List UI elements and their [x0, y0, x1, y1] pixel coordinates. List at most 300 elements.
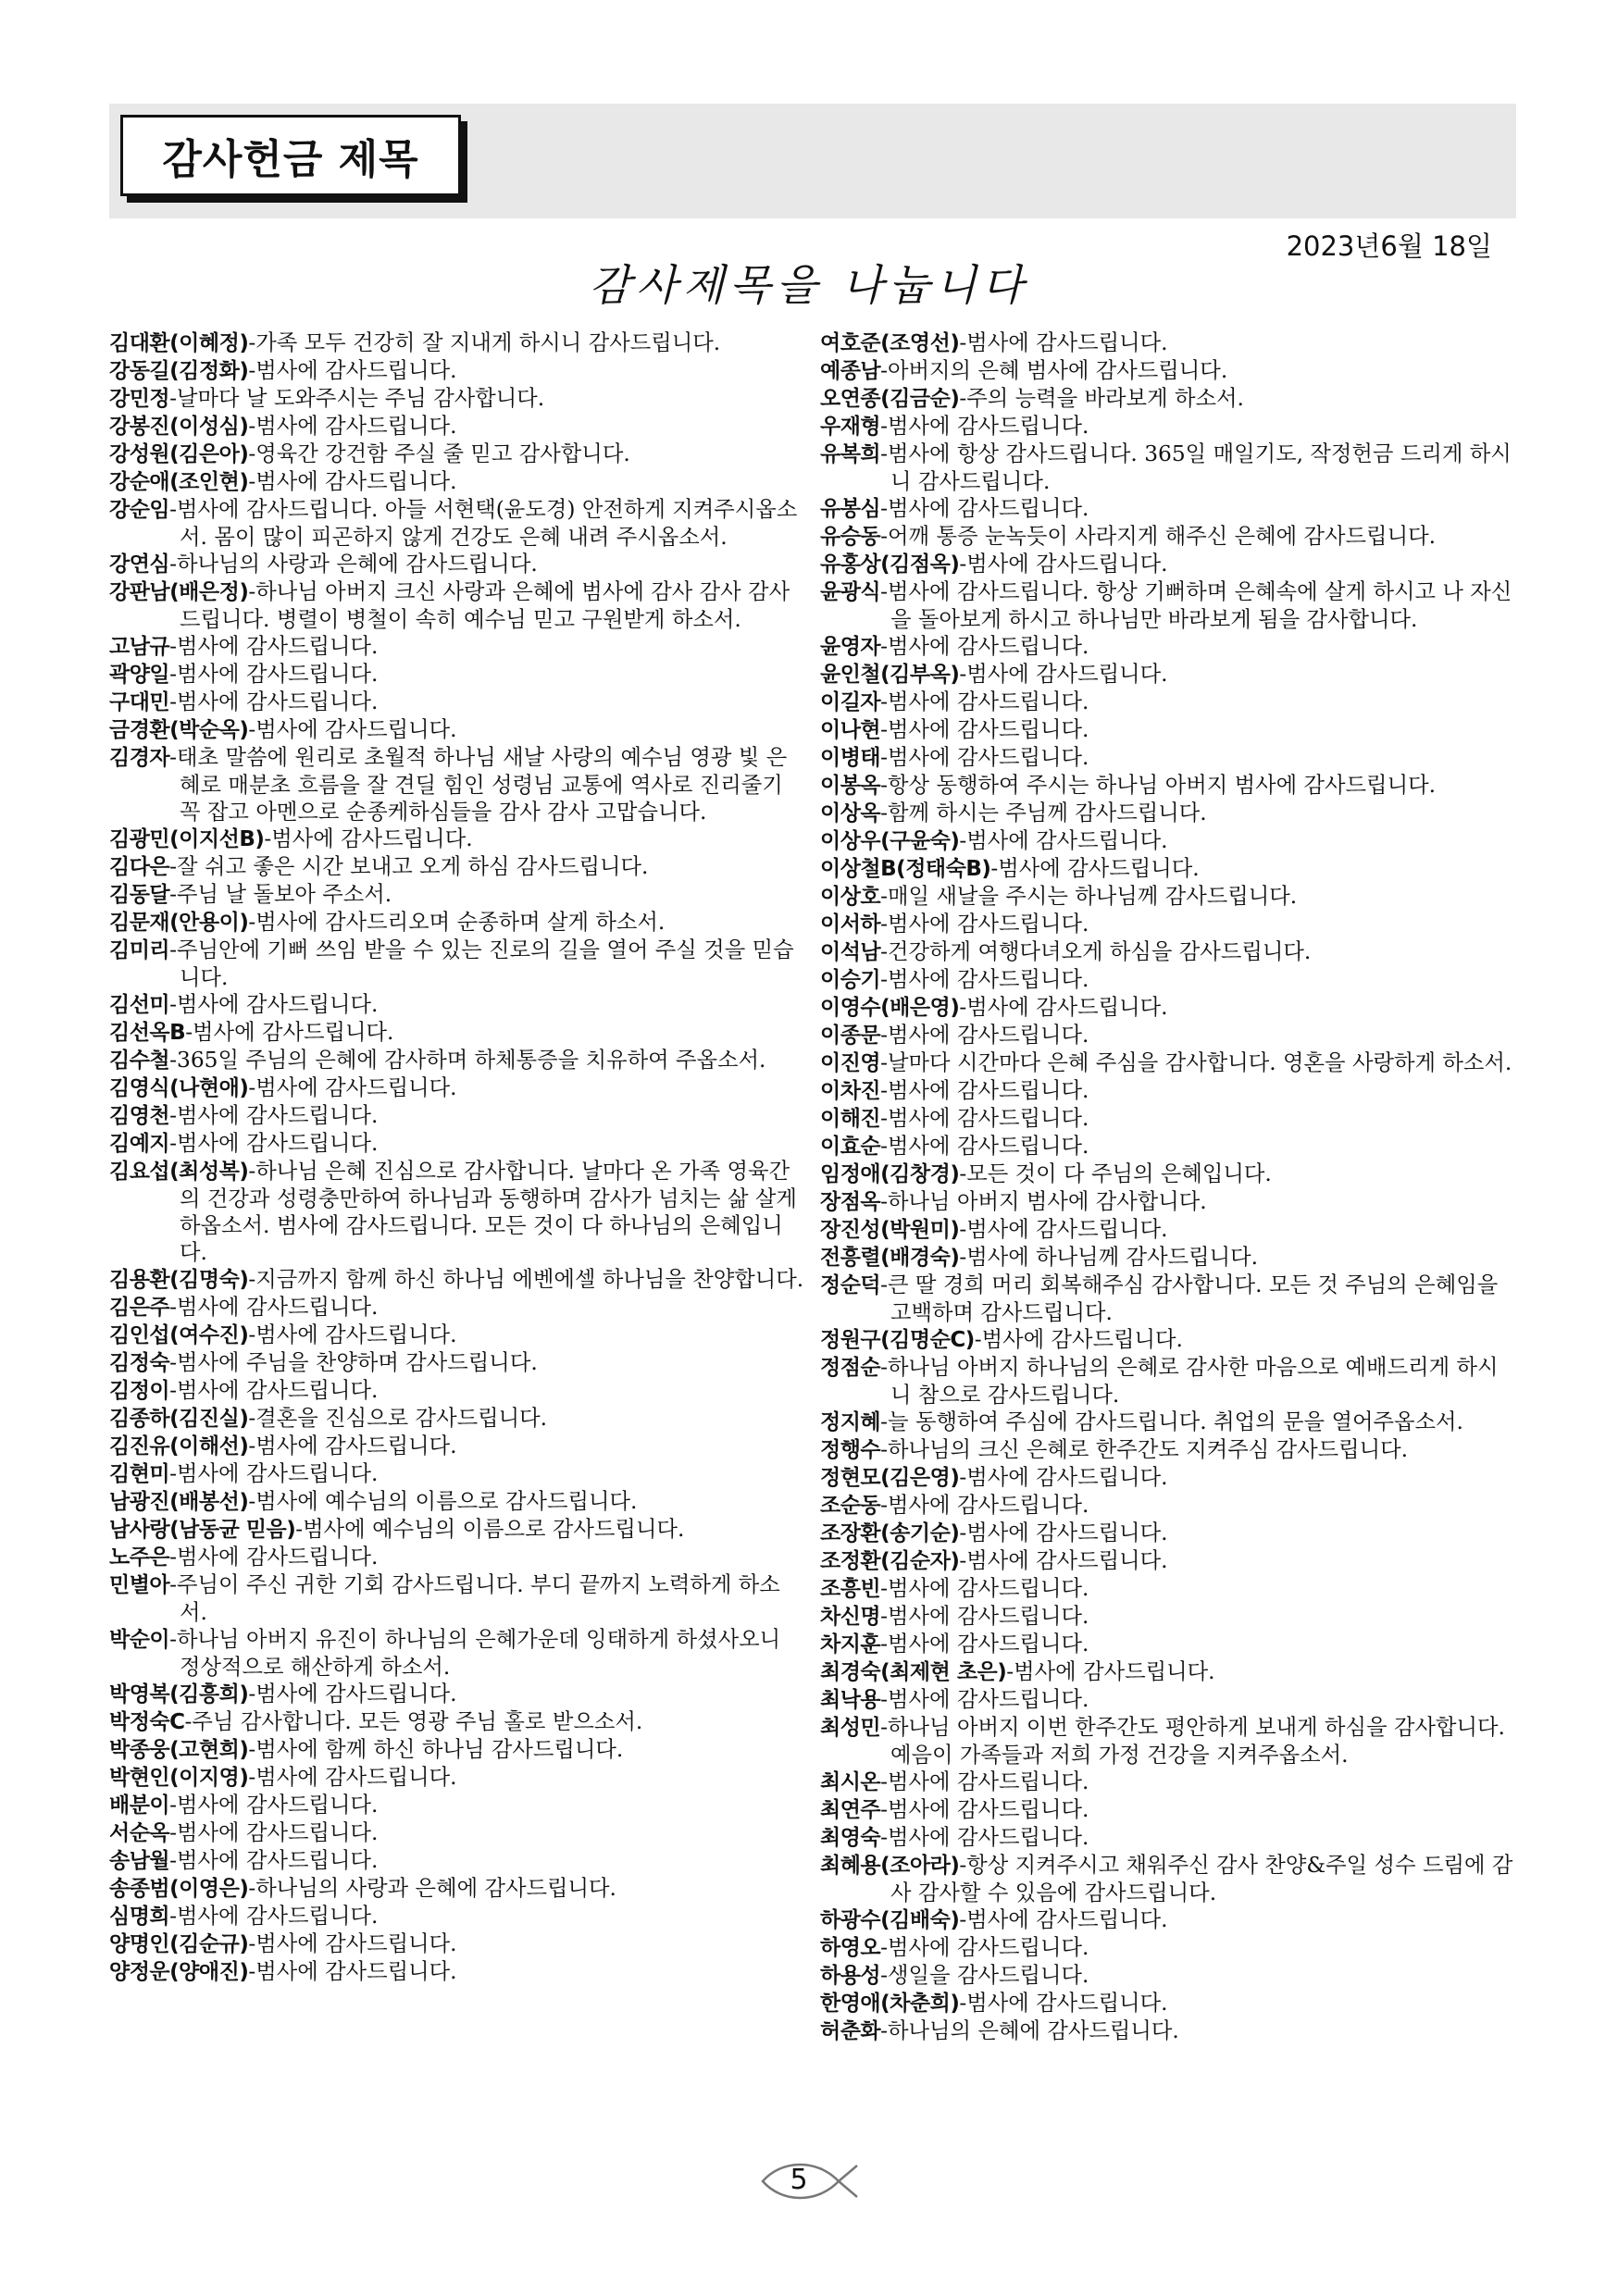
thanks-entry	[820, 883, 1516, 911]
donor-name: 정현모(김은영)	[820, 1466, 960, 1490]
donor-name: 이봉옥	[820, 774, 881, 798]
donor-name: 정행수	[820, 1438, 881, 1462]
donor-name: 김경자	[109, 746, 170, 770]
thanks-text: -범사에 감사드립니다.	[248, 469, 457, 494]
donor-name: 강연심	[109, 552, 170, 577]
thanks-entry	[820, 551, 1516, 578]
donor-name: 배분이	[109, 1793, 170, 1818]
donor-name: 허춘화	[820, 2019, 881, 2043]
donor-name: 하영오	[820, 1936, 881, 1960]
section-subtitle: 감사제목을 나눕니다	[589, 260, 1029, 310]
donor-name: 박순이	[109, 1628, 170, 1652]
thanks-text: -잘 쉬고 좋은 시간 보내고 오게 하심 감사드립니다.	[169, 854, 649, 879]
thanks-text: -범사에 감사드립니다.	[880, 717, 1089, 742]
thanks-entry	[109, 1544, 805, 1571]
donor-name: 이차진	[820, 1079, 881, 1103]
donor-name: 이해진	[820, 1107, 881, 1131]
donor-name: 최혜용(조아라)	[820, 1854, 960, 1878]
donor-name: 김동달	[109, 883, 170, 907]
thanks-text: -범사에 감사드립니다. 아들 서현택(윤도경) 안전하게 지켜주시옵소서. 몸이 많이 피곤하지 않게 건강도 은혜 내려 주시옵소서.	[169, 497, 798, 550]
thanks-entry	[109, 496, 805, 551]
thanks-text: -날마다 날 도와주시는 주님 감사합니다.	[169, 386, 545, 411]
thanks-entry	[109, 853, 805, 881]
thanks-text: -범사에 감사드립니다.	[959, 330, 1168, 355]
thanks-text: -하나님 아버지 범사에 감사합니다.	[880, 1189, 1207, 1214]
donor-name: 조흥빈	[820, 1577, 881, 1601]
donor-name: 조장환(송기순)	[820, 1521, 960, 1545]
thanks-text: -범사에 감사드립니다.	[169, 1545, 379, 1570]
donor-name: 우재형	[820, 415, 881, 439]
thanks-entry	[109, 881, 805, 909]
thanks-text: -범사에 감사드립니다.	[990, 856, 1200, 881]
donor-name: 남사랑(남동균 믿음)	[109, 1518, 296, 1542]
thanks-text: -범사에 감사드립니다.	[169, 1793, 379, 1818]
thanks-entry	[820, 1769, 1516, 1796]
thanks-entry	[109, 937, 805, 991]
thanks-text: -하나님의 사랑과 은혜에 감사드립니다.	[169, 552, 538, 577]
thanks-text: -범사에 감사드립니다.	[880, 689, 1089, 714]
donor-name: 하광수(김배숙)	[820, 1908, 960, 1932]
thanks-text: -범사에 감사드립니다.	[959, 1217, 1168, 1242]
thanks-text: -범사에 예수님의 이름으로 감사드립니다.	[295, 1517, 685, 1542]
thanks-text: -범사에 감사드립니다.	[169, 1378, 379, 1403]
thanks-text: -지금까지 함께 하신 하나님 에벤에셀 하나님을 찬양합니다.	[248, 1267, 804, 1292]
donor-name: 강봉진(이성심)	[109, 415, 249, 439]
bulletin-date: 2023년6월 18일	[1286, 230, 1492, 262]
donor-name: 김대환(이혜정)	[109, 331, 249, 355]
donor-name: 전흥렬(배경숙)	[820, 1246, 960, 1270]
thanks-entry	[109, 1047, 805, 1074]
thanks-entry	[109, 909, 805, 937]
thanks-text: -아버지의 은혜 범사에 감사드립니다.	[880, 358, 1228, 383]
donor-name: 유봉심	[820, 497, 881, 521]
page-number-badge	[759, 2156, 861, 2206]
thanks-text: -범사에 감사드립니다.	[185, 1020, 394, 1045]
thanks-text: -범사에 감사드립니다.	[880, 496, 1089, 521]
thanks-entry	[820, 1603, 1516, 1631]
donor-name: 김수철	[109, 1049, 170, 1073]
thanks-entry	[820, 689, 1516, 716]
thanks-entry	[820, 1934, 1516, 1962]
donor-name: 임정애(김창경)	[820, 1162, 960, 1186]
thanks-entry	[109, 744, 805, 825]
thanks-entry	[109, 1433, 805, 1460]
thanks-entry	[109, 1019, 805, 1047]
donor-name: 이서하	[820, 912, 881, 937]
thanks-entry	[109, 357, 805, 385]
donor-name: 이진영	[820, 1051, 881, 1075]
donor-name: 이상옥	[820, 801, 881, 825]
thanks-entry	[820, 1216, 1516, 1244]
thanks-entry	[820, 1022, 1516, 1049]
thanks-entry	[109, 1405, 805, 1433]
donor-name: 김종하(김진실)	[109, 1407, 249, 1431]
thanks-text: -범사에 감사드립니다.	[248, 1959, 457, 1984]
thanks-entry	[109, 1819, 805, 1847]
thanks-entry	[109, 1958, 805, 1986]
thanks-entry	[820, 966, 1516, 994]
thanks-entry	[820, 994, 1516, 1022]
thanks-entry	[820, 827, 1516, 855]
donor-name: 최영숙	[820, 1826, 881, 1850]
donor-name: 김은주	[109, 1296, 170, 1320]
donor-name: 서순옥	[109, 1821, 170, 1845]
thanks-entry	[109, 1903, 805, 1930]
donor-name: 유복희	[820, 442, 881, 466]
thanks-text: -범사에 감사드립니다.	[1006, 1659, 1215, 1684]
thanks-text: -범사에 감사드립니다.	[248, 414, 457, 439]
donor-name: 이상철B(정태숙B)	[820, 857, 991, 881]
donor-name: 김광민(이지선B)	[109, 827, 265, 851]
thanks-entry	[820, 1575, 1516, 1603]
thanks-entry	[109, 1266, 805, 1294]
thanks-text: -날마다 시간마다 은혜 주심을 감사합니다. 영혼을 사랑하게 하소서.	[880, 1050, 1512, 1075]
thanks-entry	[109, 441, 805, 468]
thanks-text: -범사에 감사드립니다.	[169, 1820, 379, 1845]
thanks-entry	[820, 1049, 1516, 1077]
thanks-entry	[109, 825, 805, 853]
thanks-entry	[820, 1272, 1516, 1326]
thanks-text: -범사에 주님을 찬양하며 감사드립니다.	[169, 1350, 538, 1375]
thanks-entry	[109, 991, 805, 1019]
thanks-entry	[109, 1875, 805, 1903]
donor-name: 노주은	[109, 1545, 170, 1570]
thanks-entry	[109, 1792, 805, 1819]
donor-name: 최낙용	[820, 1688, 881, 1712]
thanks-entry	[820, 1796, 1516, 1824]
thanks-entry	[109, 1736, 805, 1764]
donor-name: 김영식(나현애)	[109, 1076, 249, 1100]
donor-name: 금경환(박순옥)	[109, 718, 249, 742]
thanks-entry	[820, 1852, 1516, 1906]
donor-name: 이상우(구윤숙)	[820, 829, 960, 853]
thanks-text: -범사에 감사드립니다.	[169, 1904, 379, 1929]
thanks-entry	[820, 441, 1516, 495]
thanks-text: -주님 감사합니다. 모든 영광 주님 홀로 받으소서.	[184, 1709, 643, 1734]
donor-name: 장진성(박원미)	[820, 1218, 960, 1242]
thanks-entry	[109, 1294, 805, 1322]
donor-name: 조정환(김순자)	[820, 1549, 960, 1573]
thanks-text: -범사에 감사드립니다.	[880, 745, 1089, 770]
thanks-entry	[109, 329, 805, 357]
thanks-entry	[109, 1708, 805, 1736]
thanks-entry	[820, 772, 1516, 800]
thanks-entry	[109, 1349, 805, 1377]
donor-name: 송남월	[109, 1849, 170, 1873]
thanks-entry	[820, 661, 1516, 689]
donor-name: 김선미	[109, 993, 170, 1017]
thanks-text: -어깨 통증 눈녹듯이 사라지게 해주신 은혜에 감사드립니다.	[880, 524, 1436, 549]
thanks-text: -범사에 감사드립니다.	[880, 1687, 1089, 1712]
donor-name: 김용환(김명숙)	[109, 1268, 249, 1292]
donor-name: 이상호	[820, 885, 881, 909]
donor-name: 곽양일	[109, 663, 170, 687]
donor-name: 김문재(안용이)	[109, 911, 249, 935]
thanks-text: -범사에 감사드립니다.	[264, 826, 473, 851]
thanks-text: -가족 모두 건강히 잘 지내게 하시니 감사드립니다.	[248, 330, 721, 355]
donor-name: 유승동	[820, 525, 881, 549]
thanks-text: -범사에 감사드립니다.	[248, 1075, 457, 1100]
donor-name: 윤인철(김부옥)	[820, 663, 960, 687]
donor-name: 윤영자	[820, 635, 881, 659]
thanks-text: -범사에 예수님의 이름으로 감사드립니다.	[248, 1489, 638, 1514]
thanks-text: -주님안에 기뻐 쓰임 받을 수 있는 진로의 길을 열어 주실 것을 믿습니다.	[169, 937, 794, 990]
thanks-entry	[820, 578, 1516, 633]
donor-name: 강민정	[109, 387, 170, 411]
thanks-text: -영육간 강건함 주실 줄 믿고 감사합니다.	[248, 441, 630, 466]
thanks-text: -주님이 주신 귀한 기회 감사드립니다. 부디 끝까지 노력하게 하소서.	[169, 1572, 780, 1625]
thanks-text: -범사에 감사드립니다.	[169, 1848, 379, 1873]
thanks-text: -범사에 감사드립니다.	[880, 1604, 1089, 1629]
thanks-entry	[109, 1516, 805, 1544]
thanks-text: -모든 것이 다 주님의 은혜입니다.	[959, 1161, 1272, 1186]
thanks-entry	[820, 1354, 1516, 1409]
thanks-text: -하나님 아버지 유진이 하나님의 은혜가운데 잉태하게 하셨사오니 정상적으로 해산하게 하소서.	[169, 1627, 781, 1680]
thanks-entry	[820, 1436, 1516, 1464]
thanks-entry	[820, 716, 1516, 744]
donor-name: 조순동	[820, 1494, 881, 1518]
thanks-text: -범사에 감사드립니다.	[880, 1106, 1089, 1131]
thanks-text: -범사에 감사드립니다.	[880, 1134, 1089, 1159]
thanks-text: -범사에 감사드립니다.	[169, 662, 379, 687]
thanks-text: -범사에 감사드립니다.	[248, 1682, 457, 1706]
donor-name: 이병태	[820, 746, 881, 770]
thanks-text: -범사에 감사드립니다.	[959, 1548, 1168, 1573]
donor-name: 최성민	[820, 1716, 881, 1740]
thanks-text: -범사에 하나님께 감사드립니다.	[959, 1245, 1258, 1270]
thanks-entry	[820, 1133, 1516, 1160]
thanks-text: -범사에 감사드립니다.	[880, 912, 1089, 937]
thanks-text: -범사에 감사드립니다.	[959, 995, 1168, 1020]
thanks-text: -주님 날 돌보아 주소서.	[169, 882, 392, 907]
page-number: 5	[790, 2164, 808, 2196]
donor-name: 예종남	[820, 359, 881, 383]
thanks-text: -범사에 감사드립니다.	[880, 1023, 1089, 1048]
donor-name: 송종범(이영은)	[109, 1877, 249, 1901]
thanks-entry	[109, 1764, 805, 1792]
thanks-entry	[820, 911, 1516, 938]
donor-name: 박정숙C	[109, 1710, 185, 1734]
thanks-text: -범사에 감사드립니다.	[880, 1825, 1089, 1850]
thanks-entry	[820, 357, 1516, 385]
donor-name: 이석남	[820, 940, 881, 964]
donor-name: 이효순	[820, 1135, 881, 1159]
donor-name: 강순애(조인현)	[109, 470, 249, 494]
donor-name: 김현미	[109, 1462, 170, 1486]
thanks-entry	[109, 1847, 805, 1875]
thanks-entry	[820, 744, 1516, 772]
thanks-text: -범사에 감사드립니다.	[880, 1632, 1089, 1657]
donor-name: 구대민	[109, 690, 170, 714]
thanks-text: -범사에 감사드립니다.	[880, 1493, 1089, 1518]
thanks-entry	[109, 1488, 805, 1516]
right-column	[820, 329, 1516, 2045]
thanks-text: -범사에 감사드립니다.	[169, 1131, 379, 1156]
thanks-entry	[820, 1160, 1516, 1188]
thanks-entry	[109, 413, 805, 441]
thanks-entry	[109, 1571, 805, 1626]
thanks-entry	[109, 661, 805, 689]
thanks-text: -결혼을 진심으로 감사드립니다.	[248, 1406, 547, 1431]
donor-name: 이나현	[820, 718, 881, 742]
thanks-text: -범사에 감사드립니다.	[959, 552, 1168, 577]
donor-name: 강판남(배은정)	[109, 580, 249, 604]
thanks-entry	[820, 1962, 1516, 1990]
thanks-entry	[820, 1824, 1516, 1852]
thanks-text: -건강하게 여행다녀오게 하심을 감사드립니다.	[880, 939, 1312, 964]
donor-name: 이종문	[820, 1024, 881, 1048]
thanks-text: -생일을 감사드립니다.	[880, 1963, 1089, 1988]
donor-name: 남광진(배봉선)	[109, 1490, 249, 1514]
thanks-entry	[820, 495, 1516, 523]
donor-name: 김진유(이해선)	[109, 1434, 249, 1458]
donor-name: 김다은	[109, 855, 170, 879]
thanks-entry	[109, 1074, 805, 1102]
thanks-text: -늘 동행하여 주심에 감사드립니다. 취업의 문을 열어주옵소서.	[880, 1409, 1463, 1434]
thanks-text: -범사에 감사드립니다.	[169, 1461, 379, 1486]
thanks-text: -범사에 감사드립니다.	[959, 1465, 1168, 1490]
thanks-entry	[109, 1158, 805, 1266]
thanks-entry	[820, 385, 1516, 413]
donor-name: 김선옥B	[109, 1021, 186, 1045]
donor-name: 김예지	[109, 1132, 170, 1156]
thanks-entry	[109, 1460, 805, 1488]
donor-name: 박종웅(고현희)	[109, 1738, 249, 1762]
thanks-entry	[109, 689, 805, 716]
donor-name: 김영천	[109, 1104, 170, 1128]
donor-name: 오연종(김금순)	[820, 387, 960, 411]
thanks-text: -범사에 항상 감사드립니다. 365일 매일기도, 작정헌금 드리게 하시니 감사드립니다.	[880, 441, 1512, 494]
thanks-entry	[109, 385, 805, 413]
thanks-text: -범사에 감사드립니다.	[880, 1769, 1089, 1794]
thanks-text: -큰 딸 경희 머리 회복해주심 감사합니다. 모든 것 주님의 은혜임을 고백하며 감사드립니다.	[880, 1272, 1499, 1325]
thanks-entry	[820, 1492, 1516, 1520]
thanks-text: -범사에 감사드립니다.	[169, 1295, 379, 1320]
donor-name: 김정숙	[109, 1351, 170, 1375]
thanks-entry	[820, 2017, 1516, 2045]
thanks-text: -하나님의 은혜에 감사드립니다.	[880, 2018, 1179, 2043]
thanks-text: -하나님의 크신 은혜로 한주간도 지켜주심 감사드립니다.	[880, 1437, 1409, 1462]
thanks-entry	[820, 1990, 1516, 2017]
thanks-entry	[820, 1326, 1516, 1354]
donor-name: 정순덕	[820, 1273, 881, 1297]
donor-name: 최경숙(최제현 초은)	[820, 1660, 1007, 1684]
donor-name: 최연주	[820, 1798, 881, 1822]
donor-name: 양정운(양애진)	[109, 1960, 249, 1984]
thanks-text: -범사에 감사드립니다.	[248, 717, 457, 742]
thanks-entry	[109, 1102, 805, 1130]
thanks-text: -범사에 감사드립니다.	[974, 1327, 1183, 1352]
donor-name: 이승기	[820, 968, 881, 992]
thanks-text: -범사에 감사드립니다.	[880, 634, 1089, 659]
donor-name: 박영복(김흥희)	[109, 1682, 249, 1706]
thanks-entry	[109, 1626, 805, 1681]
thanks-entry	[109, 716, 805, 744]
thanks-text: -범사에 감사드립니다.	[169, 689, 379, 714]
thanks-text: -범사에 감사드립니다.	[248, 358, 457, 383]
thanks-entry	[820, 1714, 1516, 1769]
donor-name: 유홍상(김점옥)	[820, 552, 960, 577]
donor-name: 여호준(조영선)	[820, 331, 960, 355]
donor-name: 장점옥	[820, 1190, 881, 1214]
thanks-text: -범사에 감사드립니다.	[959, 828, 1168, 853]
thanks-text: -태초 말씀에 원리로 초월적 하나님 새날 사랑의 예수님 영광 빛 은혜로 매분초 흐름을 잘 견딜 힘인 성령님 교통에 역사로 진리줄기 꼭 잡고 아멘으로 순종케하심들을 감사 감사 고맙습니다.	[169, 745, 788, 825]
thanks-text: -항상 지켜주시고 채워주신 감사 찬양&주일 성수 드림에 감사 감사할 수 있음에 감사드립니다.	[890, 1853, 1513, 1905]
thanks-text: -하나님 은혜 진심으로 감사합니다. 날마다 온 가족 영육간의 건강과 성령충만하여 하나님과 동행하며 감사가 넘치는 삶 살게 하옵소서. 범사에 감사드립니다. 모든 것이 다 하나님의 은혜입니다.	[180, 1159, 797, 1265]
donor-name: 한영애(차춘희)	[820, 1992, 960, 2016]
thanks-entry	[820, 800, 1516, 827]
donor-name: 이영수(배은영)	[820, 996, 960, 1020]
thanks-text: -범사에 감사드립니다.	[959, 1991, 1168, 2016]
thanks-entry	[820, 1409, 1516, 1436]
thanks-entry	[109, 578, 805, 633]
thanks-entry	[820, 1188, 1516, 1216]
thanks-text: -범사에 함께 하신 하나님 감사드립니다.	[248, 1737, 624, 1762]
donor-name: 김정이	[109, 1379, 170, 1403]
thanks-entry	[820, 1105, 1516, 1133]
thanks-text: -범사에 감사드리오며 순종하며 살게 하소서.	[248, 910, 666, 935]
thanks-entry	[109, 1322, 805, 1349]
donor-name: 차신명	[820, 1605, 881, 1629]
thanks-text: -범사에 감사드립니다.	[169, 634, 379, 659]
thanks-entry	[109, 468, 805, 496]
thanks-entry	[820, 1547, 1516, 1575]
donor-name: 강동길(김정화)	[109, 359, 249, 383]
thanks-entry	[820, 633, 1516, 661]
thanks-text: -범사에 감사드립니다.	[959, 1520, 1168, 1545]
thanks-text: -365일 주님의 은혜에 감사하며 하체통증을 치유하여 주옵소서.	[169, 1048, 766, 1073]
thanks-text: -범사에 감사드립니다.	[169, 1103, 379, 1128]
thanks-text: -범사에 감사드립니다.	[248, 1931, 457, 1956]
thanks-entry	[820, 1631, 1516, 1658]
donor-name: 김인섭(여수진)	[109, 1323, 249, 1347]
thanks-text: -하나님 아버지 크신 사랑과 은혜에 범사에 감사 감사 감사드립니다. 병렬이 병철이 속히 예수님 믿고 구원받게 하소서.	[180, 579, 790, 632]
donor-name: 김미리	[109, 938, 170, 962]
donor-name: 박현인(이지영)	[109, 1766, 249, 1790]
donor-name: 강성원(김은아)	[109, 442, 249, 466]
donor-name: 심명희	[109, 1905, 170, 1929]
thanks-entry	[820, 1244, 1516, 1272]
donor-name: 김요섭(최성복)	[109, 1160, 249, 1184]
thanks-text: -범사에 감사드립니다.	[959, 1907, 1168, 1932]
thanks-entry	[820, 413, 1516, 441]
donor-name: 고남규	[109, 635, 170, 659]
thanks-entry	[820, 938, 1516, 966]
thanks-text: -하나님의 사랑과 은혜에 감사드립니다.	[248, 1876, 616, 1901]
thanks-text: -범사에 감사드립니다.	[880, 967, 1089, 992]
thanks-entry	[109, 551, 805, 578]
thanks-text: -범사에 감사드립니다. 항상 기뻐하며 은혜속에 살게 하시고 나 자신을 돌아보게 하시고 하나님만 바라보게 됨을 감사합니다.	[880, 579, 1512, 632]
thanks-text: -범사에 감사드립니다.	[880, 1935, 1089, 1960]
donor-name: 민별아	[109, 1573, 170, 1597]
thanks-entry	[109, 1930, 805, 1958]
thanks-text: -범사에 감사드립니다.	[248, 1322, 457, 1347]
donor-name: 정원구(김명순C)	[820, 1328, 975, 1352]
donor-name: 하용성	[820, 1964, 881, 1988]
thanks-entry	[820, 1520, 1516, 1547]
donor-name: 양명인(김순규)	[109, 1932, 249, 1956]
thanks-entry	[109, 1130, 805, 1158]
page-title: 감사헌금 제목	[120, 115, 461, 196]
thanks-text: -매일 새날을 주시는 하나님께 감사드립니다.	[880, 884, 1298, 909]
donor-name: 강순임	[109, 498, 170, 522]
thanks-text: -범사에 감사드립니다.	[169, 992, 379, 1017]
donor-name: 정점순	[820, 1356, 881, 1380]
thanks-text: -범사에 감사드립니다.	[880, 1078, 1089, 1103]
thanks-text: -범사에 감사드립니다.	[880, 1576, 1089, 1601]
thanks-entry	[820, 1906, 1516, 1934]
donor-name: 윤광식	[820, 580, 881, 604]
